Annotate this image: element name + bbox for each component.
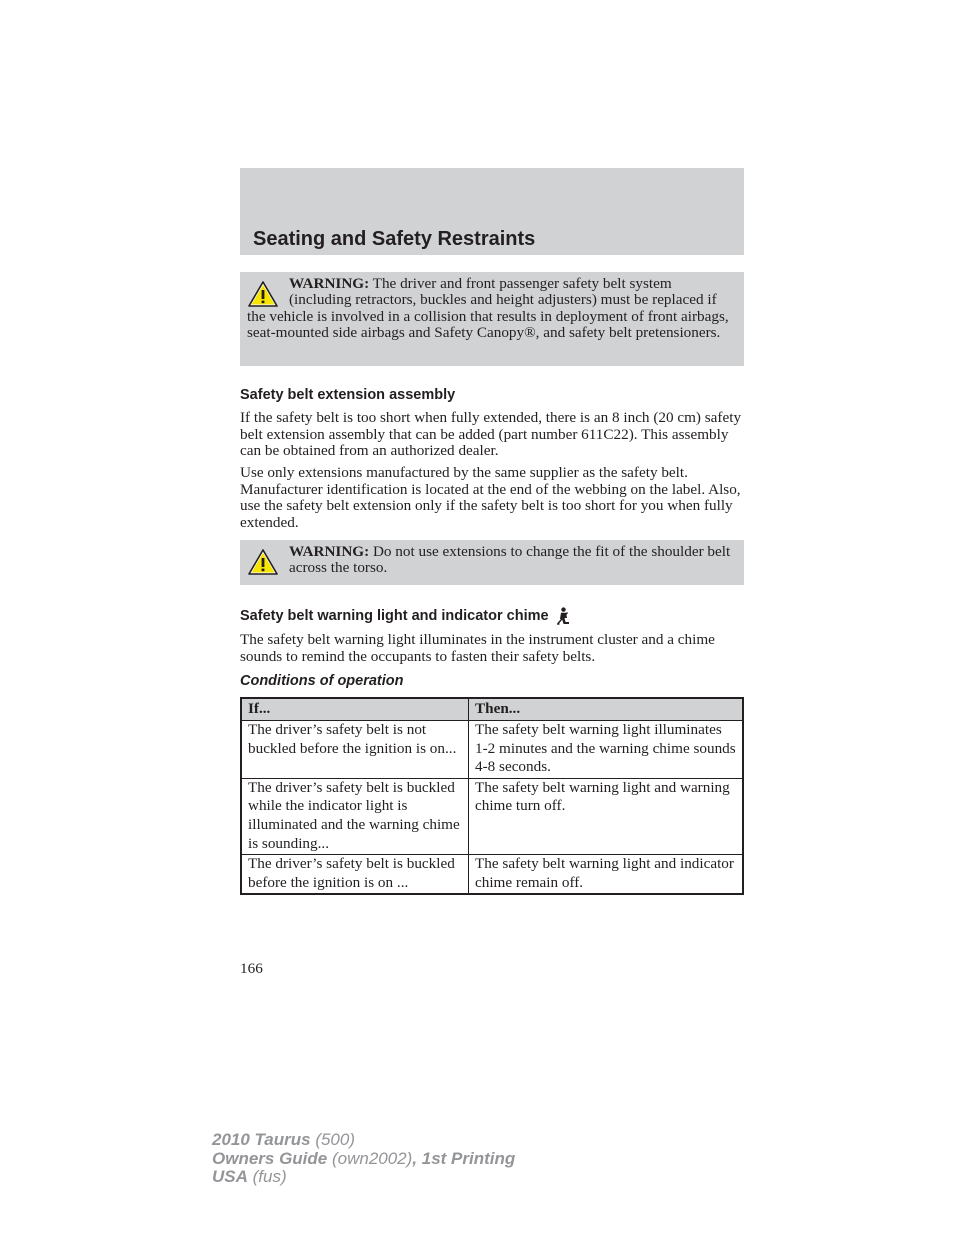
table-header-then: Then... (469, 698, 744, 721)
footer-model: 2010 Taurus (212, 1130, 311, 1149)
warning-light-paragraph: The safety belt warning light illuminates in the instrument cluster and a chime sounds to remind the occupants to fasten their safety belts. (240, 631, 715, 665)
page-number: 166 (240, 960, 263, 977)
footer-model-code: (500) (310, 1130, 356, 1149)
table-cell-if: The driver’s safety belt is buckled before the ignition is on ... (241, 855, 469, 895)
warning-label: WARNING: (289, 543, 370, 560)
section-title: Seating and Safety Restraints (253, 228, 536, 250)
warning-label: WARNING: (289, 275, 370, 292)
table-cell-if: The driver’s safety belt is not buckled before the ignition is on... (241, 721, 469, 779)
conditions-table (240, 697, 744, 895)
warning-box (240, 272, 744, 366)
extension-paragraph-2: Use only extensions manufactured by the same supplier as the safety belt. Manufacturer identification is located at the end of the webbing on the label. Also, use the safety belt extension only if the safety belt is too short for you when fully extended. (240, 464, 741, 531)
document-footer (212, 1131, 515, 1187)
table-cell-then: The safety belt warning light illuminates 1-2 minutes and the warning chime sounds 4-8 seconds. (469, 721, 744, 779)
table-row (241, 855, 743, 895)
footer-printing: , 1st Printing (412, 1148, 516, 1168)
warning-triangle-icon (247, 548, 279, 576)
warning-box (240, 540, 744, 585)
table-cell-then: The safety belt warning light and warning chime turn off. (469, 778, 744, 854)
footer-market-code: (fus) (247, 1167, 287, 1186)
footer-guide: Owners Guide (212, 1148, 328, 1168)
table-cell-if: The driver’s safety belt is buckled while the indicator light is illuminated and the warning chime is sounding... (241, 778, 469, 854)
warning-text: Do not use extensions to change the fit of the shoulder belt across the torso. (289, 543, 731, 577)
warning-light-heading (240, 607, 571, 625)
table-cell-then: The safety belt warning light and indicator chime remain off. (469, 855, 744, 895)
warning-text: The driver and front passenger safety belt system (including retractors, buckles and height adjusters) must be replaced if the vehicle is involved in a collision that results in deployment of front airbags, seat-mounted side airbags and Safety Canopy®, and safety belt pretensioners. (247, 275, 729, 342)
footer-guide-code: (own2002) (327, 1148, 413, 1168)
extension-paragraph-1: If the safety belt is too short when fully extended, there is an 8 inch (20 cm) safety belt extension assembly that can be added (part number 611C22). This assembly can be obtained from an authorized dealer. (240, 409, 742, 459)
warning-triangle-icon (247, 280, 279, 308)
seatbelt-person-icon (555, 607, 571, 625)
extension-heading: Safety belt extension assembly (240, 387, 456, 403)
table-row (241, 721, 743, 779)
section-header-band (240, 168, 744, 255)
warning-light-heading-text: Safety belt warning light and indicator chime (240, 608, 549, 624)
table-header-if: If... (241, 698, 469, 721)
table-header-row (241, 698, 743, 721)
footer-market: USA (212, 1167, 248, 1186)
table-row (241, 778, 743, 854)
conditions-heading: Conditions of operation (240, 673, 404, 689)
